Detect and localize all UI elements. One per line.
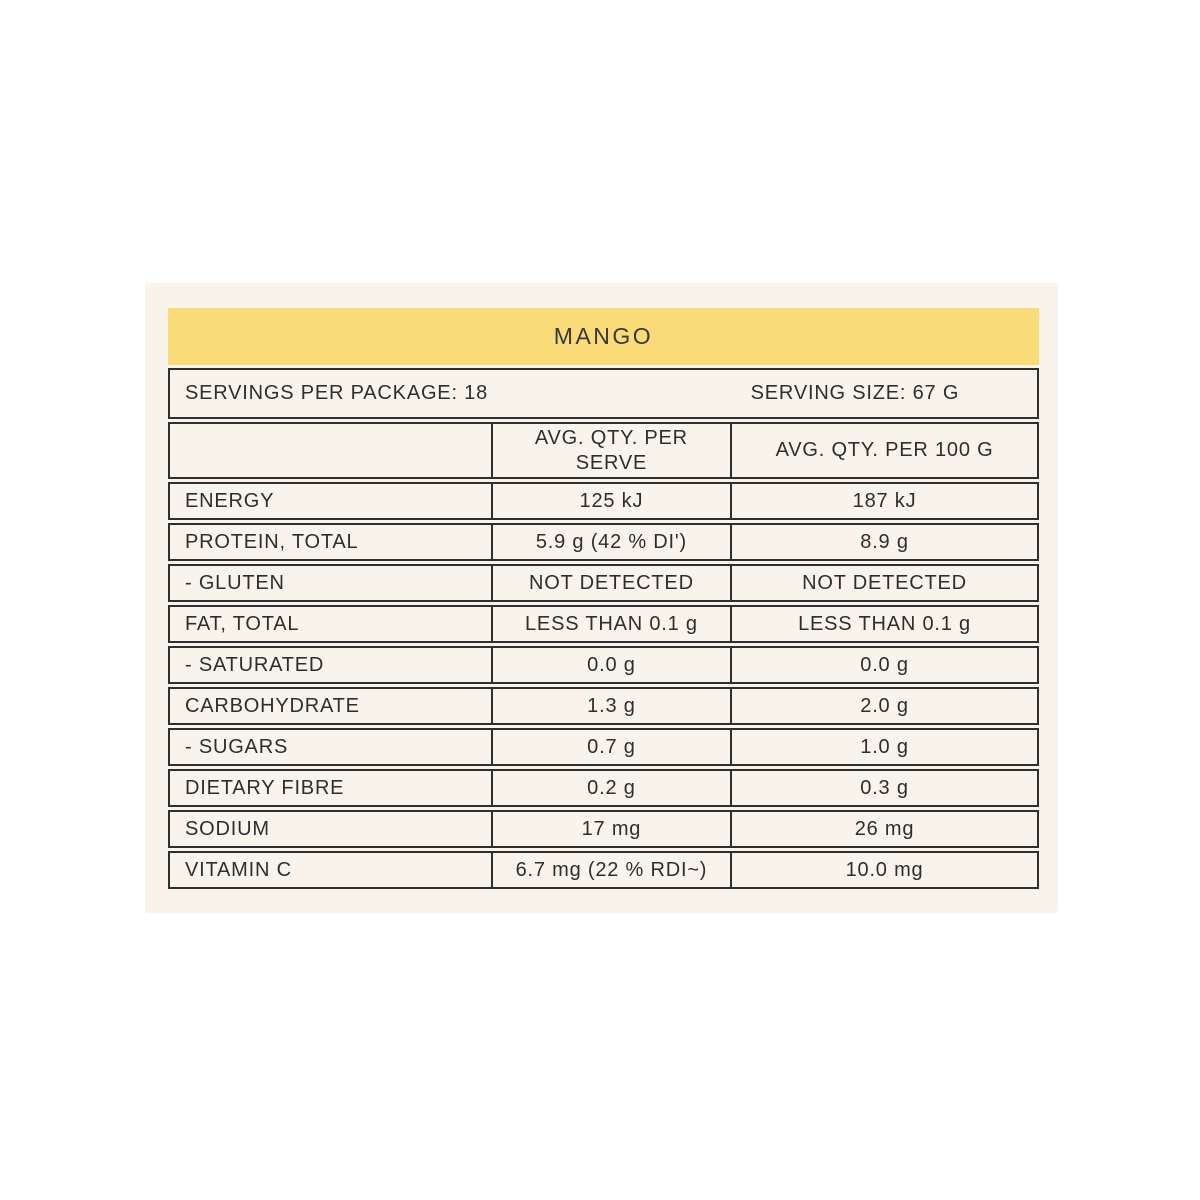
nutrient-label: PROTEIN, TOTAL bbox=[185, 530, 359, 553]
nutrient-label: DIETARY FIBRE bbox=[185, 776, 345, 799]
per-serve-value: 1.3 g bbox=[491, 689, 730, 723]
per-100g-value: 10.0 mg bbox=[730, 853, 1037, 887]
nutrient-label: VITAMIN C bbox=[185, 858, 292, 881]
per-100g-value: 0.3 g bbox=[730, 771, 1037, 805]
per-100g-value: 26 mg bbox=[730, 812, 1037, 846]
per-100g-value: NOT DETECTED bbox=[730, 566, 1037, 600]
table-row-carbohydrate bbox=[168, 687, 1039, 725]
table-row-energy bbox=[168, 482, 1039, 520]
per-100g-value: 0.0 g bbox=[730, 648, 1037, 682]
per-serve-value: 17 mg bbox=[491, 812, 730, 846]
servings-row bbox=[168, 368, 1039, 419]
per-100g-value: LESS THAN 0.1 g bbox=[730, 607, 1037, 641]
nutrient-label: FAT, TOTAL bbox=[185, 612, 300, 635]
flavor-title-bar bbox=[168, 308, 1039, 365]
per-100g-value: 8.9 g bbox=[730, 525, 1037, 559]
nutrient-label: ENERGY bbox=[185, 489, 275, 512]
table-row-sugars bbox=[168, 728, 1039, 766]
flavor-title: MANGO bbox=[553, 323, 654, 349]
nutrient-label: SODIUM bbox=[185, 817, 270, 840]
table-row-gluten bbox=[168, 564, 1039, 602]
per-serve-value: NOT DETECTED bbox=[491, 566, 730, 600]
nutrient-column-header bbox=[170, 424, 491, 477]
table-row-sodium bbox=[168, 810, 1039, 848]
per-serve-value: 0.7 g bbox=[491, 730, 730, 764]
table-row-fat bbox=[168, 605, 1039, 643]
per-100g-column-header: AVG. QTY. PER 100 G bbox=[730, 424, 1037, 477]
table-row-saturated bbox=[168, 646, 1039, 684]
column-header-row bbox=[168, 422, 1039, 479]
per-serve-value: 5.9 g (42 % DI') bbox=[491, 525, 730, 559]
per-serve-value: LESS THAN 0.1 g bbox=[491, 607, 730, 641]
serving-size: SERVING SIZE: 67 G bbox=[750, 382, 960, 404]
per-serve-column-header: AVG. QTY. PER SERVE bbox=[491, 424, 730, 477]
per-serve-value: 6.7 mg (22 % RDI~) bbox=[491, 853, 730, 887]
nutrient-label: - SATURATED bbox=[185, 653, 325, 676]
per-100g-value: 187 kJ bbox=[730, 484, 1037, 518]
per-serve-value: 0.2 g bbox=[491, 771, 730, 805]
nutrient-label: - GLUTEN bbox=[185, 571, 285, 594]
nutrient-label: - SUGARS bbox=[185, 735, 289, 758]
table-row-vitamin-c bbox=[168, 851, 1039, 889]
servings-per-package: SERVINGS PER PACKAGE: 18 bbox=[185, 382, 489, 404]
table-row-protein bbox=[168, 523, 1039, 561]
per-100g-value: 1.0 g bbox=[730, 730, 1037, 764]
nutrient-label: CARBOHYDRATE bbox=[185, 694, 360, 717]
nutrition-panel bbox=[145, 283, 1058, 913]
table-row-dietary-fibre bbox=[168, 769, 1039, 807]
per-serve-value: 0.0 g bbox=[491, 648, 730, 682]
per-serve-value: 125 kJ bbox=[491, 484, 730, 518]
per-100g-value: 2.0 g bbox=[730, 689, 1037, 723]
nutrition-label bbox=[168, 308, 1039, 889]
